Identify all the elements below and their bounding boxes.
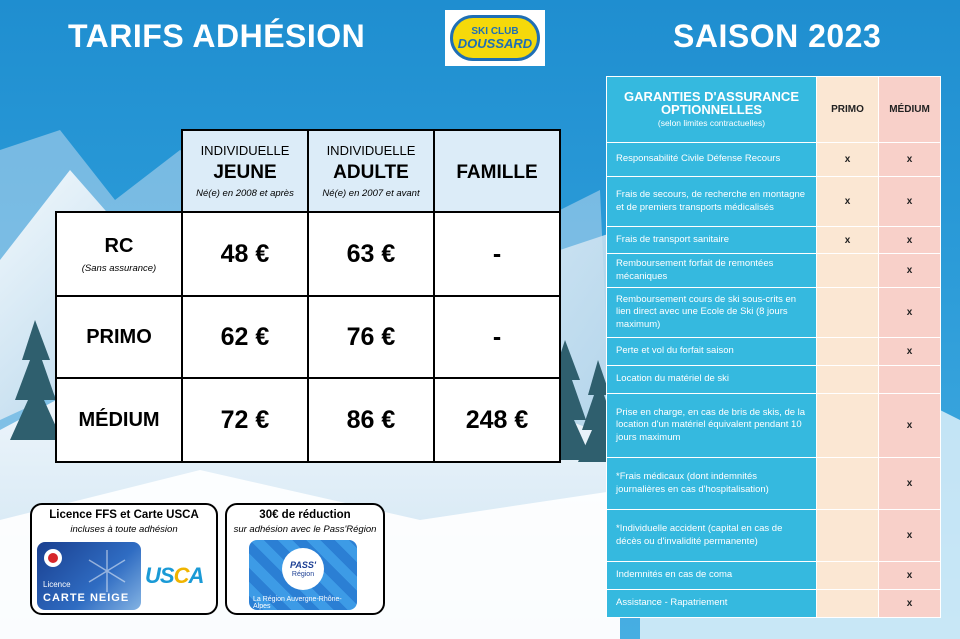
row-label-cell: [56, 296, 182, 378]
pass-line2: Région: [291, 570, 315, 578]
license-box-subtitle: incluses à toute adhésion: [70, 524, 178, 535]
insurance-row: [607, 510, 941, 562]
row-label: PRIMO: [86, 325, 152, 348]
insurance-row-label: Location du matériel de ski: [607, 366, 817, 394]
insurance-row-label: Frais de transport sanitaire: [607, 227, 817, 254]
price-cell: -: [434, 296, 560, 378]
region-box-title: 30€ de réduction: [259, 509, 351, 521]
primo-mark: [817, 254, 879, 288]
price-cell: 62 €: [182, 296, 308, 378]
medium-mark: [879, 366, 941, 394]
primo-mark: [817, 288, 879, 338]
usca-text-c: C: [173, 563, 189, 588]
insurance-row-label: Indemnités en cas de coma: [607, 562, 817, 590]
col-header-main: FAMILLE: [456, 162, 538, 183]
primo-mark: [817, 366, 879, 394]
price-cell: 48 €: [182, 212, 308, 296]
insurance-row-label: Prise en charge, en cas de bris de skis, de la location d'un matériel équivalent pendant 10 jours maximum: [607, 394, 817, 458]
usca-logo: [145, 563, 203, 589]
insurance-header-title: GARANTIES D'ASSURANCE OPTIONNELLES: [624, 88, 799, 118]
col-header-note: Né(e) en 2008 et après: [196, 188, 294, 199]
insurance-row: [607, 254, 941, 288]
license-box: [30, 503, 218, 615]
medium-mark: x: [879, 562, 941, 590]
col-header-main: ADULTE: [333, 162, 409, 183]
primo-mark: [817, 510, 879, 562]
logo-line1: SKI CLUB: [471, 25, 519, 37]
medium-mark: x: [879, 458, 941, 510]
insurance-row: [607, 366, 941, 394]
region-box-subtitle: sur adhésion avec le Pass'Région: [233, 524, 377, 535]
primo-mark: x: [817, 177, 879, 227]
price-row-medium: [56, 378, 560, 462]
medium-mark: x: [879, 394, 941, 458]
medium-mark: x: [879, 254, 941, 288]
insurance-row: [607, 590, 941, 618]
col-header-main: JEUNE: [213, 162, 277, 183]
pass-region-card-image: [249, 540, 357, 610]
price-table: [55, 129, 561, 463]
insurance-row: [607, 338, 941, 366]
row-note: (Sans assurance): [81, 262, 157, 274]
row-label-cell: [56, 212, 182, 296]
primo-mark: x: [817, 227, 879, 254]
insurance-row-label: Remboursement cours de ski sous-crits en lien direct avec une Ecole de Ski (8 jours maximum): [607, 288, 817, 338]
pass-region-badge: [282, 548, 324, 590]
pass-line1: PASS': [290, 559, 316, 570]
row-label-cell: [56, 378, 182, 462]
price-cell: 72 €: [182, 378, 308, 462]
price-row-primo: [56, 296, 560, 378]
price-table-corner: [56, 130, 182, 212]
primo-mark: [817, 562, 879, 590]
club-logo: [445, 10, 545, 66]
primo-mark: [817, 394, 879, 458]
col-header-jeune: [182, 130, 308, 212]
col-header-famille: [434, 130, 560, 212]
primo-mark: x: [817, 143, 879, 177]
insurance-row: [607, 227, 941, 254]
card-line2: CARTE NEIGE: [43, 592, 130, 604]
medium-mark: x: [879, 227, 941, 254]
row-label: RC: [104, 234, 134, 257]
region-label: La Région Auvergne-Rhône-Alpes: [253, 596, 342, 610]
insurance-row-label: Assistance - Rapatriement: [607, 590, 817, 618]
card-line1: Licence: [43, 580, 71, 589]
logo-badge: [450, 15, 540, 61]
insurance-table: [606, 76, 941, 618]
price-cell: 248 €: [434, 378, 560, 462]
license-box-title: Licence FFS et Carte USCA: [49, 509, 199, 521]
insurance-row: [607, 177, 941, 227]
insurance-row-label: *Frais médicaux (dont indemnités journalières en cas d'hospitalisation): [607, 458, 817, 510]
logo-line2: DOUSSARD: [457, 35, 533, 51]
insurance-header-cell: [607, 77, 817, 143]
col-header-adulte: [308, 130, 434, 212]
col-header-top: INDIVIDUELLE: [326, 143, 416, 158]
price-row-rc: [56, 212, 560, 296]
region-box: [225, 503, 385, 615]
insurance-row: [607, 288, 941, 338]
insurance-row-label: Responsabilité Civile Défense Recours: [607, 143, 817, 177]
insurance-row-label: *Individuelle accident (capital en cas de décès ou d'invalidité permanente): [607, 510, 817, 562]
col-header-primo: PRIMO: [817, 77, 879, 143]
primo-mark: [817, 590, 879, 618]
medium-mark: x: [879, 177, 941, 227]
insurance-row: [607, 562, 941, 590]
insurance-header-note: (selon limites contractuelles): [657, 118, 766, 129]
insurance-row-label: Perte et vol du forfait saison: [607, 338, 817, 366]
license-card-image: [37, 542, 141, 610]
medium-mark: x: [879, 338, 941, 366]
price-cell: 63 €: [308, 212, 434, 296]
insurance-row-label: Frais de secours, de recherche en montagne et de premiers transports médicalisés: [607, 177, 817, 227]
insurance-row-label: Remboursement forfait de remontées mécaniques: [607, 254, 817, 288]
medium-mark: x: [879, 590, 941, 618]
page-title-right: SAISON 2023: [673, 18, 882, 54]
page-title-left: TARIFS ADHÉSION: [68, 18, 366, 54]
price-table-header-row: [56, 130, 560, 212]
price-cell: -: [434, 212, 560, 296]
insurance-row: [607, 458, 941, 510]
insurance-row: [607, 394, 941, 458]
price-cell: 86 €: [308, 378, 434, 462]
usca-text-pre: US: [145, 563, 174, 588]
primo-mark: [817, 338, 879, 366]
medium-mark: x: [879, 288, 941, 338]
row-label: MÉDIUM: [78, 408, 160, 431]
medium-mark: x: [879, 510, 941, 562]
insurance-row: [607, 143, 941, 177]
price-cell: 76 €: [308, 296, 434, 378]
medium-mark: x: [879, 143, 941, 177]
usca-text-post: A: [188, 563, 204, 588]
col-header-top: INDIVIDUELLE: [200, 143, 290, 158]
insurance-header-row: [607, 77, 941, 143]
col-header-medium: MÉDIUM: [879, 77, 941, 143]
col-header-note: Né(e) en 2007 et avant: [322, 188, 420, 199]
primo-mark: [817, 458, 879, 510]
